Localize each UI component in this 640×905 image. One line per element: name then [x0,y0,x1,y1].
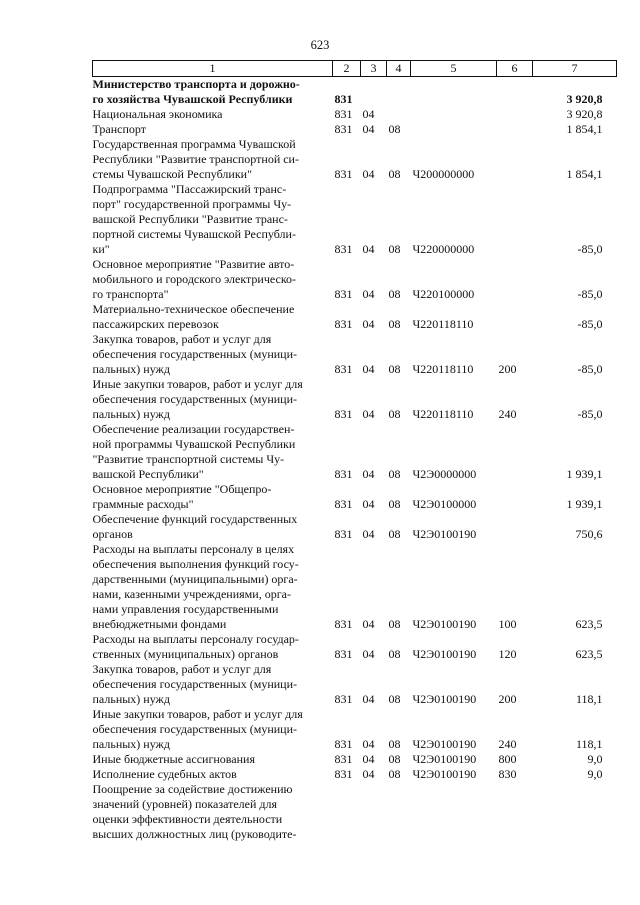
cell-section: 04 [362,407,375,421]
cell-section: 04 [362,167,375,181]
table-row [93,332,617,377]
cell-expense-type [497,257,533,302]
row-name: Закупка товаров, работ и услуг для обеспечения государственных (муници- пальных) нужд [92,662,298,706]
cell-amount: 9,0 [587,767,603,781]
table-body [93,77,617,843]
header-col-5: 5 [411,61,497,77]
cell-expense-type [497,422,533,482]
cell-ministry-code: 831 [334,497,353,511]
cell-target-article: Ч2Э0100190 [412,527,477,541]
cell-ministry-code: 831 [334,407,353,421]
row-name: Поощрение за содействие достижению значений (уровней) показателей для оценки эффективности деятельности высших должностных лиц (руководите- [92,782,297,841]
row-name: Закупка товаров, работ и услуг для обеспечения государственных (муници- пальных) нужд [92,332,298,376]
cell-target-article: Ч2Э0000000 [412,467,477,481]
table-row [93,752,617,767]
cell-expense-type [497,77,533,108]
cell-subsection: 08 [388,497,401,511]
table-row [93,632,617,662]
table-row [93,542,617,632]
header-col-7: 7 [533,61,617,77]
table-row [93,122,617,137]
cell-section: 04 [362,647,375,661]
cell-subsection: 08 [388,317,401,331]
cell-ministry-code: 831 [334,242,353,256]
cell-ministry-code: 831 [334,317,353,331]
cell-target-article: Ч2Э0100190 [412,617,477,631]
cell-expense-type [497,137,533,182]
header-col-4: 4 [387,61,411,77]
table-row [93,77,617,108]
cell-ministry-code: 831 [334,527,353,541]
table-row [93,512,617,542]
cell-expense-type [497,482,533,512]
cell-expense-type: 200 [498,362,517,376]
cell-section: 04 [362,617,375,631]
row-name: Транспорт [92,122,146,136]
cell-section [361,782,387,842]
cell-target-article: Ч2Э0100000 [412,497,477,511]
cell-ministry-code: 831 [334,617,353,631]
table-row [93,182,617,257]
cell-target-article: Ч2Э0100190 [412,767,477,781]
page-number: 623 [310,38,330,52]
cell-ministry-code: 831 [334,692,353,706]
table-row [93,107,617,122]
cell-subsection: 08 [388,362,401,376]
cell-section: 04 [362,767,375,781]
cell-amount: 1 854,1 [566,167,603,181]
cell-section: 04 [362,242,375,256]
cell-amount: -85,0 [577,242,603,256]
cell-expense-type: 120 [498,647,517,661]
cell-subsection: 08 [388,407,401,421]
cell-target-article: Ч220000000 [412,242,475,256]
cell-expense-type [497,512,533,542]
row-name: Обеспечение реализации государствен- ной программы Чувашской Республики "Развитие транспортной системы Чу- вашской Республики" [92,422,296,481]
cell-ministry-code: 831 [334,647,353,661]
row-name: Расходы на выплаты персоналу государ- ственных (муниципальных) органов [92,632,299,661]
row-name: Национальная экономика [92,107,223,121]
row-name: Иные закупки товаров, работ и услуг для обеспечения государственных (муници- пальных) нужд [92,707,303,751]
cell-target-article: Ч2Э0100190 [412,737,477,751]
cell-section [361,77,387,108]
cell-target-article: Ч220118110 [412,362,474,376]
row-name: Иные бюджетные ассигнования [92,752,255,766]
cell-subsection: 08 [388,767,401,781]
cell-amount: -85,0 [577,317,603,331]
cell-expense-type: 830 [498,767,517,781]
table-row [93,707,617,752]
cell-expense-type [497,122,533,137]
cell-amount: 118,1 [575,692,603,706]
cell-ministry-code: 831 [334,767,353,781]
header-col-3: 3 [361,61,387,77]
cell-expense-type [497,182,533,257]
cell-amount: 623,5 [575,647,603,661]
table-row [93,137,617,182]
cell-subsection [387,77,411,108]
cell-ministry-code: 831 [334,287,353,301]
cell-subsection: 08 [388,527,401,541]
row-name: Подпрограмма "Пассажирский транс- порт" государственной программы Чу- вашской Республики "Развитие транс- портной системы Чувашской Республи- ки" [92,182,296,256]
cell-section: 04 [362,107,375,121]
table-row [93,257,617,302]
row-name: Государственная программа Чувашской Республики "Развитие транспортной си- стемы Чувашской Республики" [92,137,299,181]
cell-expense-type: 200 [498,692,517,706]
cell-amount: 750,6 [575,527,603,541]
cell-amount: 9,0 [587,752,603,766]
row-name: Иные закупки товаров, работ и услуг для обеспечения государственных (муници- пальных) нужд [92,377,303,421]
cell-amount: 3 920,8 [566,92,603,106]
cell-amount: -85,0 [577,287,603,301]
cell-target-article: Ч2Э0100190 [412,647,477,661]
cell-ministry-code: 831 [334,362,353,376]
row-name: Исполнение судебных актов [92,767,237,781]
cell-amount: -85,0 [577,362,603,376]
cell-amount [533,782,617,842]
cell-expense-type: 100 [498,617,517,631]
cell-expense-type [497,302,533,332]
cell-section: 04 [362,737,375,751]
cell-subsection: 08 [388,737,401,751]
row-name: Обеспечение функций государственных органов [92,512,298,541]
row-name: Основное мероприятие "Общепро- граммные расходы" [92,482,272,511]
cell-ministry-code: 831 [334,122,353,136]
header-col-2: 2 [333,61,361,77]
header-col-1: 1 [93,61,333,77]
cell-section: 04 [362,122,375,136]
cell-subsection [387,107,411,122]
cell-section: 04 [362,467,375,481]
table-row [93,422,617,482]
cell-ministry-code [333,782,361,842]
cell-subsection: 08 [388,287,401,301]
table-header [93,61,617,77]
cell-subsection: 08 [388,617,401,631]
row-name: Министерство транспорта и дорожно- го хозяйства Чувашской Республики [92,77,300,106]
cell-subsection: 08 [388,467,401,481]
table-row [93,302,617,332]
cell-section: 04 [362,497,375,511]
cell-target-article: Ч200000000 [412,167,475,181]
cell-target-article: Ч220100000 [412,287,475,301]
budget-table [92,60,617,842]
cell-ministry-code: 831 [334,107,353,121]
cell-target-article [411,107,497,122]
cell-subsection: 08 [388,692,401,706]
cell-section: 04 [362,287,375,301]
row-name: Материально-техническое обеспечение пассажирских перевозок [92,302,295,331]
cell-target-article: Ч2Э0100190 [412,752,477,766]
row-name: Расходы на выплаты персоналу в целях обеспечения выполнения функций госу- дарственными (муниципальными) орга- нами, казенными учреждениями, орга- нами управления государственными внебюджетными фондами [92,542,299,631]
cell-target-article [411,77,497,108]
table-row [93,377,617,422]
cell-subsection: 08 [388,122,401,136]
cell-target-article: Ч220118110 [412,317,474,331]
table-row [93,782,617,842]
cell-amount: 1 939,1 [566,497,603,511]
table-row [93,662,617,707]
cell-section: 04 [362,752,375,766]
cell-target-article: Ч220118110 [412,407,474,421]
cell-ministry-code: 831 [334,737,353,751]
cell-ministry-code: 831 [334,92,353,106]
cell-subsection: 08 [388,242,401,256]
cell-target-article: Ч2Э0100190 [412,692,477,706]
cell-subsection: 08 [388,647,401,661]
cell-ministry-code: 831 [334,167,353,181]
cell-subsection: 08 [388,167,401,181]
cell-section: 04 [362,527,375,541]
cell-target-article [411,122,497,137]
cell-amount: 1 939,1 [566,467,603,481]
cell-section: 04 [362,317,375,331]
cell-section: 04 [362,362,375,376]
header-col-6: 6 [497,61,533,77]
cell-amount: 3 920,8 [566,107,603,121]
cell-amount: 623,5 [575,617,603,631]
cell-amount: -85,0 [577,407,603,421]
cell-expense-type: 240 [498,407,517,421]
cell-amount: 118,1 [575,737,603,751]
cell-subsection: 08 [388,752,401,766]
cell-expense-type: 240 [498,737,517,751]
header-row [93,61,617,77]
cell-expense-type [497,782,533,842]
cell-expense-type [497,107,533,122]
cell-ministry-code: 831 [334,752,353,766]
cell-target-article [411,782,497,842]
cell-subsection [387,782,411,842]
row-name: Основное мероприятие "Развитие авто- мобильного и городского электрическо- го транспорта" [92,257,297,301]
table-row [93,767,617,782]
cell-expense-type: 800 [498,752,517,766]
cell-section: 04 [362,692,375,706]
cell-ministry-code: 831 [334,467,353,481]
cell-amount: 1 854,1 [566,122,603,136]
table-row [93,482,617,512]
